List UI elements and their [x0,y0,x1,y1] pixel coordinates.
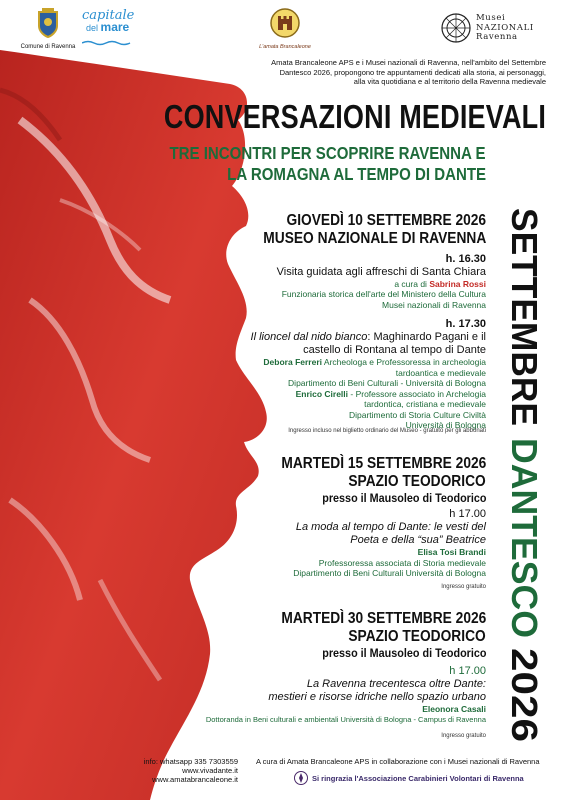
footer-site-2[interactable]: www.amatabrancaleone.it [152,775,238,784]
capitale-word: capitale [82,8,135,23]
event-1-talk-1-title: Visita guidata agli affreschi di Santa Chiara [276,266,486,278]
event-1-curator-role-1: Funzionaria storica dell'arte del Ministero della Cultura [281,289,486,299]
footer-contacts [110,757,238,784]
event-1-talk-2-title-rest-1: : Maghinardo Pagani e il [367,331,486,343]
footer-whatsapp[interactable]: info: whatsapp 335 7303559 [143,757,238,766]
event-1-curator: Sabrina Rossi [429,279,486,289]
event-3-talk [160,665,486,740]
title-wrap [120,98,546,138]
event-2-ticket: Ingresso gratuito [441,583,486,590]
musei-line1: Musei [476,13,506,23]
intro-line-2: Dantesco 2026, propongono tre appuntamenti dedicati alla storia, ai personaggi, [279,67,546,77]
castle-seal-icon [270,8,300,38]
event-1-header [200,212,486,252]
speaker-cirelli-role-2: tardontica, cristiana e medievale [364,399,486,409]
speaker-ferreri: Debora Ferreri [263,357,323,367]
event-2-time: h 17.00 [449,508,486,520]
event-3-date: MARTEDÌ 30 SETTEMBRE 2026 [281,610,486,627]
event-3-title-2: mestieri e risorse idriche nello spazio urbano [268,691,486,703]
subtitle-line-2: LA ROMAGNA AL TEMPO DI DANTE [227,164,486,184]
footer-thanks: Si ringrazia l'Associazione Carabinieri Volontari di Ravenna [312,773,524,783]
del-word: del [86,23,99,33]
event-2-title-2: Poeta e della “sua” Beatrice [350,534,486,546]
event-1-talk-2 [190,318,486,431]
event-3-venue: SPAZIO TEODORICO [348,628,486,645]
event-2-talk [200,508,486,591]
speaker-tosi-brandi-role-1: Professoressa associata di Storia medievale [318,557,486,568]
comune-logo [18,8,78,52]
musei-nazionali-logo [440,12,560,44]
capitale-del-mare-logo [82,10,134,51]
speaker-tosi-brandi: Elisa Tosi Brandi [417,547,486,557]
event-3-time: h 17.00 [449,665,486,677]
speaker-ferreri-role-1: Archeologa e Professoressa in archeologia [323,357,486,367]
coat-of-arms-icon [37,8,59,38]
event-3-header [200,610,486,662]
speaker-ferreri-role-3: Dipartimento di Beni Culturali - Università di Bologna [288,378,486,388]
amata-brancaleone-logo [255,8,315,52]
musei-line3: Ravenna [476,32,518,42]
event-1-curator-role-2: Musei nazionali di Ravenna [382,299,486,310]
speaker-ferreri-role-2: tardoantica e medievale [395,367,486,378]
wave-icon [82,40,132,46]
event-2-venue: SPAZIO TEODORICO [348,473,486,490]
event-2-venue-2: presso il Mausoleo di Teodorico [321,491,486,505]
event-1-talk-2-title-rest-2: castello di Rontana al tempo di Dante [303,344,486,356]
footer-credits [256,757,556,785]
intro-line-1: Amata Brancaleone APS e i Musei nazionali di Ravenna, nell'ambito del Settembre [271,58,546,67]
event-1-talk-2-title-italic: Il lioncel dal nido bianco [250,331,368,343]
event-2-date: MARTEDÌ 15 SETTEMBRE 2026 [281,455,486,472]
mare-word: mare [100,20,130,34]
event-3-ticket: Ingresso gratuito [441,733,486,739]
event-1-ticket-text: Ingresso incluso nel biglietto ordinario del Museo - gratuito per gli abbonati [288,428,486,434]
speaker-cirelli: Enrico Cirelli [295,388,349,399]
amata-label: L'amata Brancaleone [259,44,311,50]
vertical-year: 2026 [504,648,545,729]
intro-line-3: alla vita quotidiana e al territorio della Ravenna medievale [353,77,546,86]
vertical-dantesco: DANTESCO [504,438,545,641]
speaker-cirelli-role-3: Dipartimento di Storia Culture Civiltà [349,409,486,420]
vertical-settembre-dantesco [498,206,560,746]
speaker-casali-role: Dottoranda in Beni culturali e ambientali Università di Bologna - Campus di Ravenna [205,714,486,724]
vertical-settembre: SETTEMBRE [504,208,545,431]
event-1-date: GIOVEDÌ 10 SETTEMBRE 2026 [286,212,486,229]
subtitle-line-1: TRE INCONTRI PER SCOPRIRE RAVENNA E [169,143,486,163]
curated-prefix: a cura di [394,279,427,289]
footer-site-1[interactable]: www.vivadante.it [182,766,238,775]
event-2-title-1: La moda al tempo di Dante: le vesti del [295,521,486,533]
event-3-venue-2: presso il Mausoleo di Teodorico [321,646,486,660]
event-1-talk-2-time: h. 17.30 [445,318,486,330]
footer-credit-line: A cura di Amata Brancaleone APS in collaborazione con i Musei nazionali di Ravenna [256,757,540,766]
subtitle-wrap [140,143,486,187]
event-2-header [200,455,486,507]
event-3-title-1: La Ravenna trecentesca oltre Dante: [306,678,486,690]
event-1-ticket [200,428,486,435]
comune-label: Comune di Ravenna [20,44,76,50]
musei-emblem-icon [440,12,472,44]
page-title: CONVERSAZIONI MEDIEVALI [163,98,546,135]
carabinieri-badge-icon [294,771,308,785]
speaker-casali: Eleonora Casali [422,704,486,714]
event-1-venue: MUSEO NAZIONALE DI RAVENNA [263,230,486,247]
event-1-talk-1-time: h. 16.30 [445,253,486,265]
musei-line2: NAZIONALI [476,22,534,33]
speaker-tosi-brandi-role-2: Dipartimento di Beni Culturali Università di Bologna [293,568,486,578]
intro-text [200,58,546,87]
speaker-cirelli-role-4: Università di Bologna [405,420,486,430]
event-1-talk-1 [200,253,486,310]
speaker-cirelli-role-1: - Professore associato in Archelogia [350,388,486,399]
